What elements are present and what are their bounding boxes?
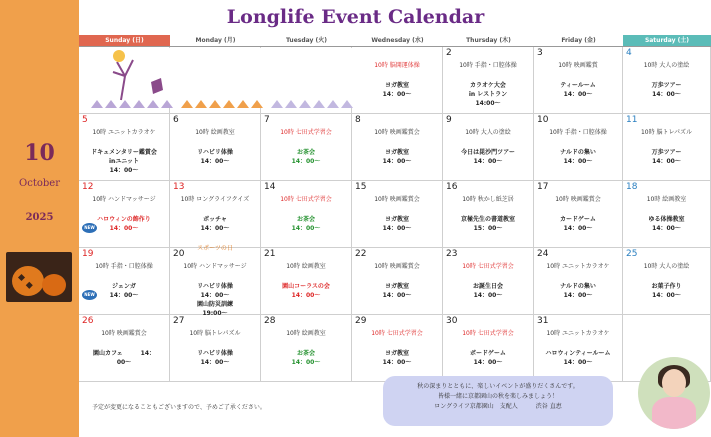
halloween-decoration bbox=[91, 48, 361, 108]
morning-event: 10時 映画鑑賞会 bbox=[101, 330, 147, 337]
morning-event: 10時 手指・口腔体操 bbox=[549, 129, 607, 136]
day-cell bbox=[534, 181, 623, 248]
day-cell bbox=[79, 315, 170, 382]
day-cell bbox=[261, 315, 352, 382]
morning-event: 10時 映画鑑賞会 bbox=[374, 129, 420, 136]
morning-event: 10時 大人の塗絵 bbox=[465, 129, 511, 136]
day-number: 29 bbox=[355, 316, 367, 326]
morning-event: 10時 脳開運体操 bbox=[374, 62, 420, 69]
morning-event: 10時 ユニットカラオケ bbox=[546, 330, 610, 337]
weekday-header: Tuesday (火) bbox=[261, 35, 352, 47]
weekday-header: Sunday (日) bbox=[79, 35, 170, 47]
afternoon-event: 京極先生の書道教室 15：00～ bbox=[460, 216, 515, 232]
morning-event: 10時 七田式学習会 bbox=[280, 129, 332, 136]
day-cell bbox=[443, 47, 534, 114]
afternoon-event: ヨガ教室 14：00～ bbox=[382, 82, 412, 98]
day-cell bbox=[352, 315, 443, 382]
morning-event: 10時 秋かし紙芝居 bbox=[462, 196, 514, 203]
afternoon-event: カラオケ大会 in レストラン 14:00～ bbox=[468, 82, 508, 107]
day-number: 4 bbox=[626, 48, 632, 58]
message-line-1: 秋の深まりとともに、楽しいイベントが盛りだくさんです。 bbox=[417, 383, 579, 390]
day-cell bbox=[79, 114, 170, 181]
morning-event: 10時 ロングライフクイズ bbox=[180, 196, 250, 203]
day-number: 24 bbox=[537, 249, 549, 259]
afternoon-event: お茶会 14：00～ bbox=[291, 350, 321, 366]
afternoon-event: 園山コーラスの会 14：00～ bbox=[282, 283, 330, 299]
afternoon-event: カードゲーム 14：00～ bbox=[560, 216, 596, 232]
day-number: 7 bbox=[264, 115, 270, 125]
morning-event: 10時 七田式学習会 bbox=[280, 196, 332, 203]
day-cell bbox=[352, 181, 443, 248]
manager-photo bbox=[638, 357, 710, 429]
day-cell bbox=[623, 114, 711, 181]
day-number: 2 bbox=[446, 48, 452, 58]
afternoon-event: ナルドの集い 14：00～ bbox=[560, 149, 596, 165]
afternoon-event: お誕生日会 14：00～ bbox=[472, 283, 503, 299]
day-number: 11 bbox=[626, 115, 638, 125]
day-number: 17 bbox=[537, 182, 549, 192]
morning-event: 10時 手指・口腔体操 bbox=[459, 62, 517, 69]
morning-event: 10時 映画鑑賞会 bbox=[555, 196, 601, 203]
afternoon-event: お茶会 14：00～ bbox=[291, 216, 321, 232]
day-number: 19 bbox=[82, 249, 94, 259]
day-number: 8 bbox=[355, 115, 361, 125]
day-cell bbox=[534, 248, 623, 315]
day-number: 3 bbox=[537, 48, 543, 58]
day-number: 9 bbox=[446, 115, 452, 125]
morning-event: 10時 手指・口腔体操 bbox=[95, 263, 153, 270]
day-cell bbox=[443, 248, 534, 315]
day-cell bbox=[623, 248, 711, 315]
morning-event: 10時 七田式学習会 bbox=[462, 330, 514, 337]
day-cell bbox=[443, 114, 534, 181]
afternoon-event: ボッチャ 14：00～ bbox=[200, 216, 230, 232]
day-cell bbox=[443, 181, 534, 248]
day-number: 28 bbox=[264, 316, 276, 326]
day-cell bbox=[170, 114, 261, 181]
morning-event: 10時 ハンドマッサージ bbox=[92, 196, 156, 203]
afternoon-event: ハロウィンティールーム 14：00～ bbox=[545, 350, 611, 366]
afternoon-event: リハビリ体操 14：00～ bbox=[197, 350, 233, 366]
afternoon-event: リハビリ体操 14：00～ 園山防災訓練 19:00～ bbox=[196, 283, 233, 317]
holiday-note: スポーツの日 bbox=[197, 245, 233, 252]
day-cell bbox=[352, 248, 443, 315]
day-cell bbox=[170, 315, 261, 382]
afternoon-event: 園山カフェ 14： 00～ bbox=[92, 350, 156, 366]
day-cell bbox=[534, 114, 623, 181]
afternoon-event: ハロウィンの飾作り 14：00～ bbox=[97, 216, 151, 232]
day-cell bbox=[170, 181, 261, 252]
weekday-header: Thursday (木) bbox=[443, 35, 534, 47]
pumpkin-photo bbox=[6, 252, 72, 302]
morning-event: 10時 大人の塗絵 bbox=[643, 263, 690, 270]
day-number: 30 bbox=[446, 316, 458, 326]
day-cell bbox=[79, 181, 170, 248]
afternoon-event: 今日は毘沙門ツアー 14：00～ bbox=[461, 149, 515, 165]
day-number: 16 bbox=[446, 182, 458, 192]
afternoon-event: ヨガ教室 14：00～ bbox=[382, 350, 412, 366]
afternoon-event: 万歩ツアー 14：00～ bbox=[651, 149, 682, 165]
morning-event: 10時 脳トレパズル bbox=[640, 129, 693, 136]
message-bubble bbox=[383, 376, 613, 426]
morning-event: 10時 七田式学習会 bbox=[371, 330, 423, 337]
afternoon-event: お菓子作り 14：00～ bbox=[651, 283, 682, 299]
day-cell bbox=[534, 47, 623, 114]
day-cell bbox=[623, 181, 711, 248]
morning-event: 10時 映画鑑賞会 bbox=[374, 263, 420, 270]
day-cell bbox=[261, 248, 352, 315]
day-cell bbox=[170, 248, 261, 315]
weekday-header: Friday (金) bbox=[534, 35, 623, 47]
afternoon-event: ゆる体操教室 14：00～ bbox=[648, 216, 685, 232]
day-cell bbox=[443, 315, 534, 382]
weekday-header: Wednesday (水) bbox=[352, 35, 443, 47]
day-number: 6 bbox=[173, 115, 179, 125]
morning-event: 10時 ハンドマッサージ bbox=[183, 263, 247, 270]
new-badge: NEW bbox=[82, 223, 97, 233]
morning-event: 10時 絵画教室 bbox=[286, 330, 326, 337]
afternoon-event: ヨガ教室 14：00～ bbox=[382, 149, 412, 165]
day-number: 14 bbox=[264, 182, 276, 192]
morning-event: 10時 絵画教室 bbox=[195, 129, 235, 136]
day-number: 15 bbox=[355, 182, 367, 192]
afternoon-event: ティールーム 14：00～ bbox=[560, 82, 596, 98]
day-number: 25 bbox=[626, 249, 638, 259]
message-line-3: ロングライフ京都園山 支配人 渋谷 直恵 bbox=[434, 403, 562, 410]
afternoon-event: ナルドの集い 14：00～ bbox=[560, 283, 596, 299]
morning-event: 10時 絵画教室 bbox=[286, 263, 326, 270]
footer-note: 予定が変更になることもございますので、予めご了承ください。 bbox=[92, 404, 266, 411]
morning-event: 10時 大人の塗絵 bbox=[643, 62, 690, 69]
day-cell bbox=[352, 114, 443, 181]
afternoon-event: ヨガ教室 14：00～ bbox=[382, 283, 412, 299]
message-line-2: 皆様一緒に京都園山の秋を楽しみましょう！ bbox=[437, 393, 558, 400]
day-number: 21 bbox=[264, 249, 276, 259]
afternoon-event: リハビリ体操 14：00～ bbox=[197, 149, 233, 165]
day-number: 20 bbox=[173, 249, 185, 259]
day-number: 31 bbox=[537, 316, 549, 326]
afternoon-event: 万歩ツアー 14：00～ bbox=[651, 82, 682, 98]
afternoon-event: お茶会 14：00～ bbox=[291, 149, 321, 165]
year-label: 2025 bbox=[25, 212, 54, 223]
day-cell bbox=[261, 181, 352, 248]
morning-event: 10時 映画鑑賞 bbox=[558, 62, 598, 69]
morning-event: 10時 絵画教室 bbox=[646, 196, 687, 203]
day-cell bbox=[79, 248, 170, 315]
afternoon-event: ボードゲーム 14：00～ bbox=[470, 350, 506, 366]
weekday-header: Saturday (土) bbox=[623, 35, 711, 47]
month-number: 10 bbox=[24, 140, 55, 166]
weekday-header: Monday (月) bbox=[170, 35, 261, 47]
morning-event: 10時 映画鑑賞会 bbox=[374, 196, 420, 203]
day-cell bbox=[352, 47, 443, 114]
day-number: 27 bbox=[173, 316, 185, 326]
day-number: 12 bbox=[82, 182, 94, 192]
morning-event: 10時 ユニットカラオケ bbox=[92, 129, 156, 136]
day-number: 5 bbox=[82, 115, 88, 125]
day-number: 13 bbox=[173, 182, 185, 192]
day-number: 22 bbox=[355, 249, 367, 259]
day-cell bbox=[261, 114, 352, 181]
day-cell bbox=[534, 315, 623, 382]
morning-event: 10時 七田式学習会 bbox=[462, 263, 514, 270]
day-number: 26 bbox=[82, 316, 94, 326]
day-number: 23 bbox=[446, 249, 458, 259]
afternoon-event: ジェンガ 14：00～ bbox=[109, 283, 139, 299]
new-badge: NEW bbox=[82, 290, 97, 300]
page-title: Longlife Event Calendar bbox=[226, 6, 485, 28]
day-number: 10 bbox=[537, 115, 549, 125]
day-cell bbox=[623, 47, 711, 114]
morning-event: 10時 脳トレパズル bbox=[189, 330, 241, 337]
afternoon-event: ドキュメンタリー鑑賞会 inユニット 14：00～ bbox=[91, 149, 157, 174]
month-name: October bbox=[19, 178, 60, 189]
afternoon-event: ヨガ教室 14：00～ bbox=[382, 216, 412, 232]
day-number: 18 bbox=[626, 182, 638, 192]
morning-event: 10時 ユニットカラオケ bbox=[546, 263, 610, 270]
